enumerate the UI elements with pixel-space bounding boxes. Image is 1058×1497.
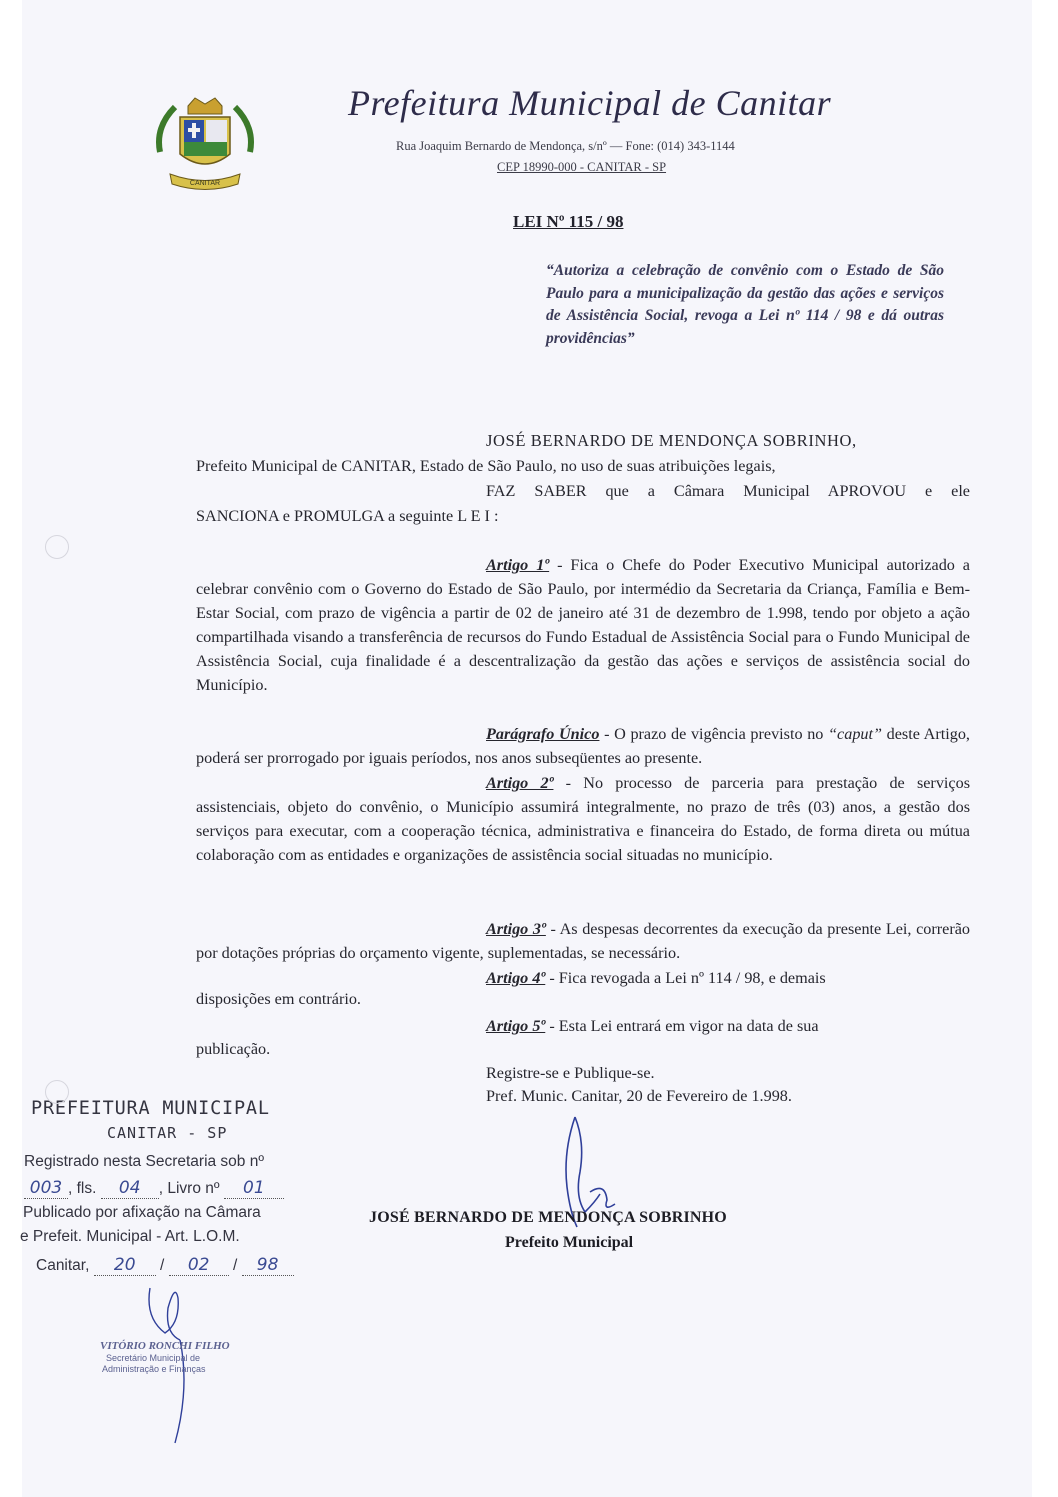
stamp-registered-line: Registrado nesta Secretaria sob nº <box>24 1153 265 1170</box>
faz-saber-line-1: FAZ SABER que a Câmara Municipal APROVOU e ele <box>486 482 970 500</box>
secretary-role-1: Secretário Municipal de <box>106 1353 201 1363</box>
article-5-tail: publicação. <box>196 1040 271 1058</box>
article-2-label: Artigo 2º <box>486 774 554 792</box>
stamp-date-line: Canitar, 20 / 02 / 98 <box>36 1255 294 1276</box>
stamp-livro-value: 01 <box>224 1178 284 1199</box>
punch-hole-mark <box>45 1080 69 1104</box>
article-3 <box>196 917 970 965</box>
stamp-fls-value: 04 <box>101 1178 159 1199</box>
article-4-text: - Fica revogada a Lei nº 114 / 98, e demais <box>545 969 826 987</box>
law-ementa: “Autoriza a celebração de convênio com o Estado de São Paulo para a municipalização da gestão das ações e serviços de Assistência Social, revoga a Lei nº 114 / 98 e dá outras providências” <box>546 262 944 347</box>
paragrafo-unico <box>196 722 970 770</box>
caput-term: “caput” <box>828 725 883 743</box>
article-1 <box>196 553 970 697</box>
stamp-lom-line: e Prefeit. Municipal - Art. L.O.M. <box>20 1228 240 1245</box>
secretary-role-2: Administração e Finanças <box>102 1364 206 1374</box>
letterhead-title: Prefeitura Municipal de Canitar <box>348 83 832 123</box>
article-1-label: Artigo 1º <box>486 556 550 574</box>
stamp-title: PREFEITURA MUNICIPAL <box>31 1098 270 1119</box>
secretary-name: VITÓRIO RONCHI FILHO <box>100 1340 230 1352</box>
paragrafo-unico-text-b: deste Artigo, poderá ser prorrogado por iguais períodos, nos anos subseqüentes ao presente. <box>196 725 970 767</box>
stamp-date-label: Canitar, <box>36 1257 90 1274</box>
punch-hole-mark <box>45 535 69 559</box>
article-3-text: - As despesas decorrentes da execução da presente Lei, correrão por dotações próprias do orçamento vigente, suplementadas, se necessário. <box>196 920 970 962</box>
stamp-subtitle: CANITAR - SP <box>107 1124 228 1142</box>
law-number: LEI Nº 115 / 98 <box>513 212 624 231</box>
stamp-livro-label: , Livro nº <box>158 1180 220 1197</box>
paragrafo-unico-text-a: - O prazo de vigência previsto no <box>599 725 829 743</box>
faz-saber-line-2: SANCIONA e PROMULGA a seguinte L E I : <box>196 507 499 525</box>
stamp-reg-number: 003 <box>24 1178 68 1199</box>
registre-publique: Registre-se e Publique-se. <box>486 1064 655 1082</box>
article-5-text: - Esta Lei entrará em vigor na data de sua <box>545 1017 819 1035</box>
mayor-name-heading: JOSÉ BERNARDO DE MENDONÇA SOBRINHO, <box>486 431 857 450</box>
article-2-text: - No processo de parceria para prestação de serviços assistenciais, objeto do convênio, o Município assumirá integralmente, no prazo de três (03) anos, a gestão dos serviços para executar, com a cooperação técnica, administrativa e financeira do Estado, de forma direta ou mútua colaboração com as entidades e organizações de assistência social situadas no município. <box>196 774 970 864</box>
stamp-fls-label: , fls. <box>68 1180 97 1197</box>
mayor-preamble-line: Prefeito Municipal de CANITAR, Estado de São Paulo, no uso de suas atribuições legais, <box>196 457 776 475</box>
article-1-text: - Fica o Chefe do Poder Executivo Municipal autorizado a celebrar convênio com o Governo do Estado de São Paulo, por intermédio da Secretaria da Criança, Família e Bem-Estar Social, com prazo de vigência a partir de 02 de janeiro até 31 de dezembro de 1.998, tendo por objeto a ação compartilhada visando a transferência de recursos do Fundo Estadual de Assistência Social para o Fundo Municipal de Assistência Social, cuja finalidade é a descentralização da gestão das ações e serviços de assistência social do Município. <box>196 556 970 694</box>
article-4-tail: disposições em contrário. <box>196 990 361 1008</box>
article-5 <box>196 1014 970 1038</box>
mayor-signature-title: Prefeito Municipal <box>505 1234 634 1251</box>
stamp-date-day: 20 <box>94 1255 156 1276</box>
stamp-date-year: 98 <box>242 1255 294 1276</box>
article-3-label: Artigo 3º <box>486 920 546 938</box>
letterhead-address: Rua Joaquim Bernardo de Mendonça, s/nº — Fone: (014) 343-1144 <box>396 139 735 153</box>
article-4-label: Artigo 4º <box>486 969 546 987</box>
secretary-signature-icon <box>120 1278 260 1448</box>
stamp-date-month: 02 <box>169 1255 229 1276</box>
crest-banner-text: CANITAR <box>189 180 221 187</box>
stamp-publicado-line: Publicado por afixação na Câmara <box>23 1204 261 1221</box>
mayor-signature-name: JOSÉ BERNARDO DE MENDONÇA SOBRINHO <box>369 1209 727 1226</box>
article-2 <box>196 771 970 867</box>
article-4 <box>196 966 970 990</box>
municipal-crest-icon <box>150 92 260 200</box>
letterhead-cep: CEP 18990-000 - CANITAR - SP <box>497 160 667 174</box>
stamp-registration-line <box>24 1178 284 1199</box>
place-and-date: Pref. Munic. Canitar, 20 de Fevereiro de 1.998. <box>486 1087 792 1105</box>
paragrafo-unico-label: Parágrafo Único <box>486 725 600 743</box>
article-5-label: Artigo 5º <box>486 1017 546 1035</box>
